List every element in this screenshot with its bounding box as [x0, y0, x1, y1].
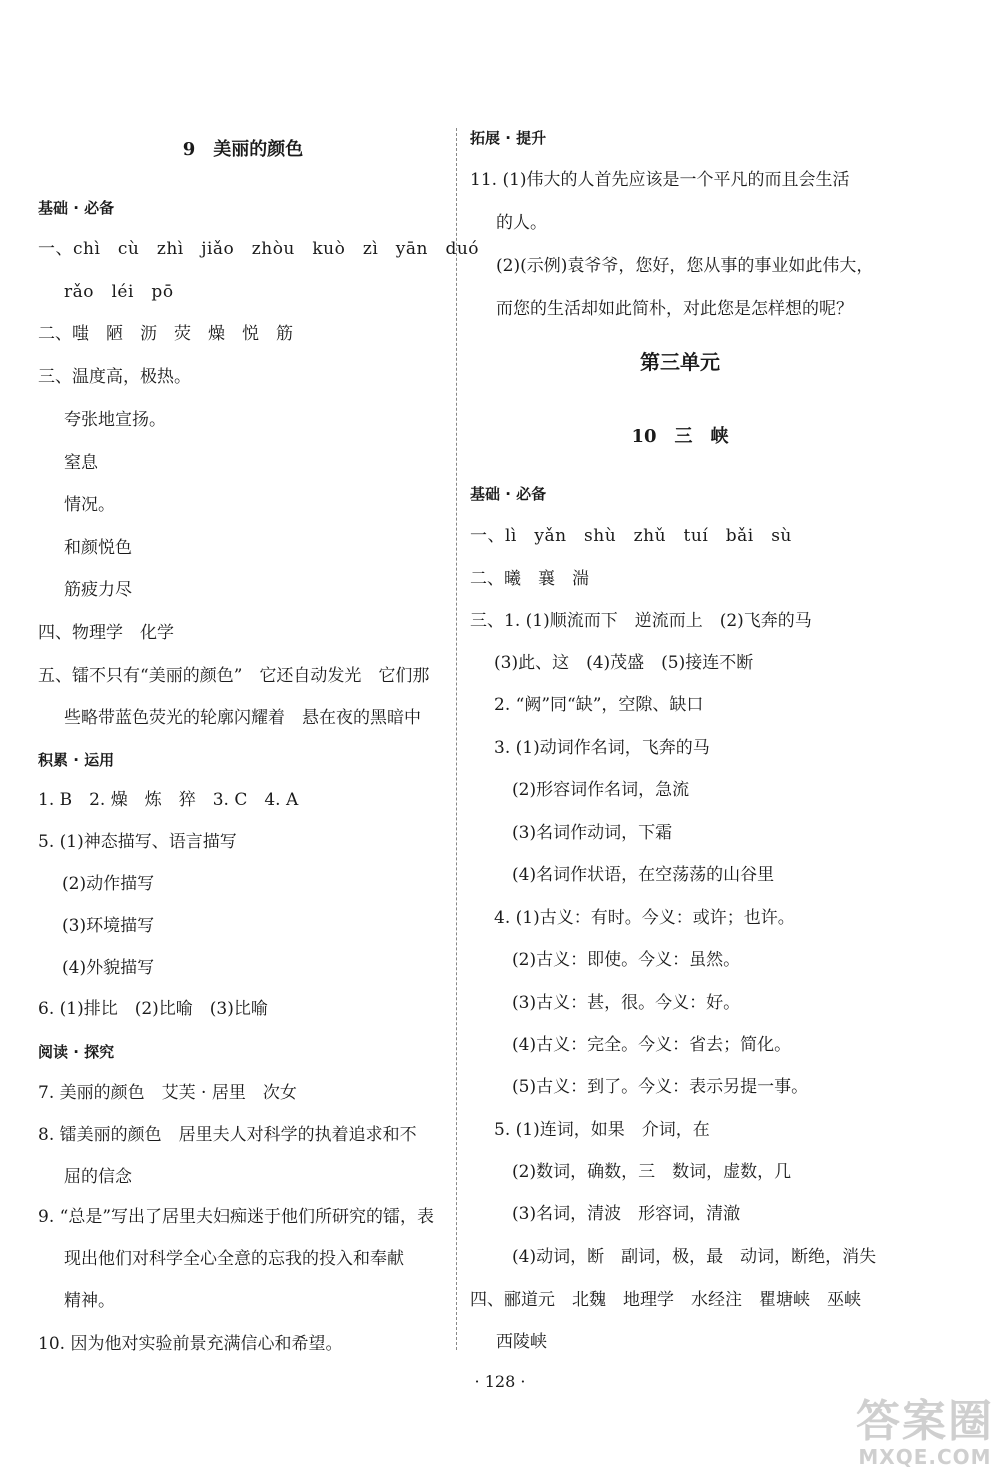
answer-line: 二、曦 襄 湍: [470, 569, 589, 589]
answer-line: 夸张地宣扬。: [64, 410, 166, 430]
answer-line: (4)名词作状语，在空荡荡的山谷里: [512, 865, 775, 885]
answer-line: (2)动作描写: [62, 874, 155, 894]
section-heading-basics: 基础 · 必备: [38, 199, 115, 217]
section-heading-extension: 拓展 · 提升: [470, 129, 547, 147]
answer-line: (3)古义：甚，很。今义：好。: [512, 993, 741, 1013]
answer-line: 精神。: [64, 1291, 115, 1311]
answer-line: (4)外貌描写: [62, 958, 155, 978]
answer-line: 11. (1)伟大的人首先应该是一个平凡的而且会生活: [470, 170, 850, 190]
answer-line: 一、lì yǎn shù zhǔ tuí bǎi sù: [470, 526, 792, 546]
answer-line: 的人。: [496, 213, 547, 233]
section-heading-basics: 基础 · 必备: [470, 485, 547, 503]
answer-line: 3. (1)动词作名词，飞奔的马: [494, 738, 710, 758]
unit-3-title: 第三单元: [640, 350, 720, 374]
answer-line: (4)动词，断 副词，极，最 动词，断绝，消失: [512, 1247, 877, 1267]
answer-line: 一、chì cù zhì jiǎo zhòu kuò zì yān duó: [38, 239, 480, 259]
answer-line: 7. 美丽的颜色 艾芙 · 居里 次女: [38, 1083, 297, 1103]
answer-line: (2)数词，确数，三 数词，虚数，几: [512, 1162, 792, 1182]
answer-line: 现出他们对科学全心全意的忘我的投入和奉献: [64, 1249, 404, 1269]
answer-line: (3)名词，清波 形容词，清澈: [512, 1204, 741, 1224]
section-heading-accumulate: 积累 · 运用: [38, 751, 115, 769]
answer-line: 些略带蓝色荧光的轮廓闪耀着 悬在夜的黑暗中: [64, 708, 421, 728]
answer-line: (2)(示例)袁爷爷，您好，您从事的事业如此伟大，: [496, 256, 874, 276]
answer-line: 1. B 2. 燥 炼 猝 3. C 4. A: [38, 790, 299, 810]
answer-line: (3)环境描写: [62, 916, 155, 936]
answer-line: 二、嗤 陋 沥 荧 燥 悦 筋: [38, 324, 293, 344]
answer-line: 三、温度高，极热。: [38, 367, 191, 387]
section-heading-reading: 阅读 · 探究: [38, 1043, 115, 1061]
answer-line: (3)此、这 (4)茂盛 (5)接连不断: [494, 653, 754, 673]
column-divider: [456, 128, 457, 1350]
answer-line: 而您的生活却如此简朴，对此您是怎样想的呢？: [496, 299, 853, 319]
watermark-text: 答案圈: [856, 1396, 994, 1447]
answer-line: 9. “总是”写出了居里夫妇痴迷于他们所研究的镭，表: [38, 1207, 435, 1227]
answer-line: 10. 因为他对实验前景充满信心和希望。: [38, 1334, 343, 1354]
answer-line: 情况。: [64, 495, 115, 515]
answer-line: (5)古义：到了。今义：表示另提一事。: [512, 1077, 809, 1097]
answer-line: 2. “阙”同“缺”，空隙、缺口: [494, 695, 704, 715]
answer-line: 和颜悦色: [64, 538, 132, 558]
answer-line: 8. 镭美丽的颜色 居里夫人对科学的执着追求和不: [38, 1125, 417, 1145]
answer-line: 屈的信念: [64, 1167, 132, 1187]
answer-line: (3)名词作动词，下霜: [512, 823, 673, 843]
answer-line: 窒息: [64, 453, 98, 473]
answer-line: 4. (1)古义：有时。今义：或许；也许。: [494, 908, 795, 928]
answer-line: 三、1. (1)顺流而下 逆流而上 (2)飞奔的马: [470, 611, 812, 631]
answer-line: 5. (1)神态描写、语言描写: [38, 832, 237, 852]
answer-line: 四、物理学 化学: [38, 623, 174, 643]
answer-line: 6. (1)排比 (2)比喻 (3)比喻: [38, 999, 268, 1019]
answer-line: 五、镭不只有“美丽的颜色” 它还自动发光 它们那: [38, 666, 430, 686]
lesson-9-title: 9 美丽的颜色: [182, 139, 304, 160]
watermark-url: MXQE.COM: [858, 1445, 992, 1470]
answer-line: (4)古义：完全。今义：省去；简化。: [512, 1035, 792, 1055]
answer-line: rǎo léi pō: [64, 282, 174, 302]
page-number: · 128 ·: [474, 1372, 526, 1391]
answer-line: (2)形容词作名词，急流: [512, 780, 690, 800]
watermark-logo: [856, 1398, 994, 1468]
answer-line: 5. (1)连词，如果 介词，在: [494, 1120, 710, 1140]
answer-line: 西陵峡: [496, 1332, 547, 1352]
answer-line: 四、郦道元 北魏 地理学 水经注 瞿塘峡 巫峡: [470, 1290, 861, 1310]
answer-line: 筋疲力尽: [64, 580, 132, 600]
answer-line: (2)古义：即使。今义：虽然。: [512, 950, 741, 970]
lesson-10-title: 10 三 峡: [631, 426, 729, 447]
